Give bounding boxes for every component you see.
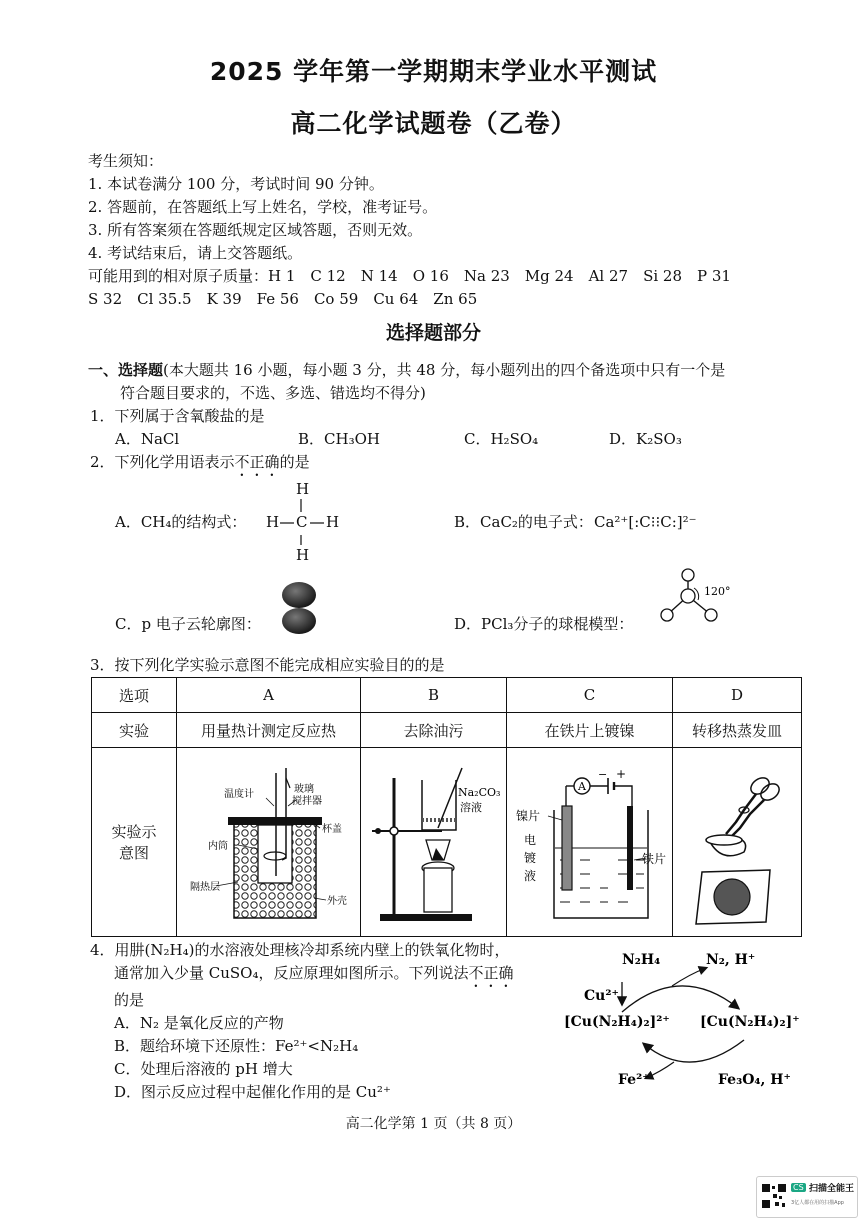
ch4-h-right: H bbox=[326, 513, 340, 531]
q3-header-a: A bbox=[177, 678, 361, 713]
label-fe2: Fe²⁺ bbox=[618, 1072, 650, 1088]
label-complex-2plus: [Cu(N₂H₄)₂]²⁺ bbox=[564, 1014, 670, 1030]
q2-option-b-label: B．CaC₂的电子式： bbox=[454, 513, 593, 531]
q2-stem-post: 的是 bbox=[279, 453, 310, 471]
label-nickel-sheet: 镍片 bbox=[515, 809, 540, 823]
q3-diagram-d bbox=[673, 748, 802, 937]
section-title: 选择题部分 bbox=[385, 322, 481, 344]
q3-header-b: B bbox=[361, 678, 507, 713]
q4-option-b: B．题给环境下还原性：Fe²⁺<N₂H₄ bbox=[114, 1037, 359, 1055]
q1-option-b: B．CH₃OH bbox=[298, 430, 380, 448]
cac2-electron-formula: Ca²⁺[:C⁝⁝C:]²⁻ bbox=[594, 513, 697, 531]
q1-option-c: C．H₂SO₄ bbox=[464, 430, 539, 448]
label-plating-1: 电 bbox=[523, 833, 536, 847]
q3-stem: 3．按下列化学实验示意图不能完成相应实验目的的是 bbox=[90, 656, 445, 674]
exam-title: 2025 学年第一学期期末学业水平测试 bbox=[209, 57, 658, 86]
label-insulation: 隔热层 bbox=[189, 882, 220, 893]
label-stirrer-1: 玻璃 bbox=[293, 784, 314, 795]
evaporating-dish-diagram bbox=[674, 748, 800, 932]
scanner-watermark bbox=[756, 1176, 858, 1218]
q3-row-label: 实验 bbox=[92, 713, 177, 748]
label-shell: 外壳 bbox=[326, 896, 347, 907]
part-label: 一、选择题 bbox=[88, 361, 164, 379]
part-desc-2: 符合题目要求的，不选、多选、错选均不得分) bbox=[120, 384, 426, 402]
notice-heading: 考生须知： bbox=[88, 152, 164, 170]
q1-option-d: D．K₂SO₃ bbox=[609, 430, 682, 448]
q3-header-d: D bbox=[673, 678, 802, 713]
qr-code-icon bbox=[761, 1183, 787, 1209]
label-n2-h: N₂, H⁺ bbox=[706, 952, 756, 968]
q3-diagram-label-2: 意图 bbox=[119, 844, 150, 862]
notice-item-1: 1. 本试卷满分 100 分，考试时间 90 分钟。 bbox=[88, 175, 384, 193]
notice-item-3: 3. 所有答案须在答题纸规定区域答题，否则无效。 bbox=[88, 221, 423, 239]
part-header bbox=[88, 359, 725, 381]
ammeter-label: A bbox=[577, 780, 586, 793]
exam-subtitle: 高二化学试题卷（乙卷） bbox=[290, 109, 577, 138]
q3-diagram-c bbox=[507, 748, 673, 937]
scanner-subtitle: 3亿人都在用的扫描App bbox=[791, 1200, 844, 1206]
q3-experiment-row bbox=[92, 713, 802, 748]
q2-stem bbox=[90, 451, 310, 480]
label-fe3o4: Fe₃O₄, H⁺ bbox=[718, 1072, 791, 1088]
q1-option-a: A．NaCl bbox=[115, 430, 180, 448]
label-plating-2: 镀 bbox=[523, 851, 536, 865]
notice-item-2: 2. 答题前，在答题纸上写上姓名，学校，准考证号。 bbox=[88, 198, 438, 216]
atomic-masses-line-1: 可能用到的相对原子质量：H 1 C 12 N 14 O 16 Na 23 Mg 24 Al 27 Si 28 P 31 bbox=[88, 267, 731, 285]
part-desc-1: (本大题共 16 小题，每小题 3 分，共 48 分，每小题列出的四个备选项中只有一个是 bbox=[163, 361, 726, 379]
label-cu2: Cu²⁺ bbox=[584, 988, 619, 1004]
q3-diagram-a bbox=[177, 748, 361, 937]
label-lid: 杯盖 bbox=[321, 824, 342, 835]
label-stirrer-2: 搅拌器 bbox=[291, 796, 322, 807]
q4-stem-3: 的是 bbox=[114, 991, 145, 1009]
q4-reaction-cycle-diagram bbox=[560, 942, 820, 1092]
q4-option-c: C．处理后溶液的 pH 增大 bbox=[114, 1060, 293, 1078]
label-iron-sheet: 铁片 bbox=[641, 852, 666, 866]
notice-item-4: 4. 考试结束后，请上交答题纸。 bbox=[88, 244, 303, 262]
q2-stem-pre: 2．下列化学用语表示 bbox=[90, 453, 235, 471]
label-plating-3: 液 bbox=[523, 869, 536, 883]
cs-logo: CS bbox=[793, 1183, 804, 1192]
q4-option-a: A．N₂ 是氧化反应的产物 bbox=[114, 1014, 284, 1032]
q4-option-d: D．图示反应过程中起催化作用的是 Cu²⁺ bbox=[114, 1083, 391, 1101]
q3-diagram-label-1: 实验示 bbox=[111, 823, 157, 841]
q3-experiment-a: 用量热计测定反应热 bbox=[177, 713, 361, 748]
nickel-plating-diagram bbox=[508, 748, 672, 932]
q3-header-c: C bbox=[507, 678, 673, 713]
ch4-h-left: H bbox=[266, 513, 280, 531]
q3-header-option: 选项 bbox=[92, 678, 177, 713]
label-complex-1plus: [Cu(N₂H₄)₂]⁺ bbox=[700, 1014, 800, 1030]
minus-sign: − bbox=[597, 768, 607, 781]
q3-experiment-b: 去除油污 bbox=[361, 713, 507, 748]
q4-stem-2-pre: 通常加入少量 CuSO₄，反应原理如图所示。下列说法 bbox=[114, 964, 469, 982]
label-n2h4: N₂H₄ bbox=[622, 952, 661, 968]
scanner-title: 扫描全能王 bbox=[809, 1184, 855, 1194]
plus-sign: + bbox=[615, 767, 626, 781]
q1-stem: 1．下列属于含氧酸盐的是 bbox=[90, 407, 265, 425]
label-na2co3: Na₂CO₃ bbox=[457, 786, 500, 799]
p-orbital-icon bbox=[276, 580, 322, 636]
label-solution: 溶液 bbox=[459, 801, 482, 814]
q3-diagram-label bbox=[92, 748, 177, 937]
q2-option-d: D．PCl₃分子的球棍模型： bbox=[454, 615, 634, 633]
q2-option-c: C．p 电子云轮廓图： bbox=[115, 615, 261, 633]
q2-option-a: A．CH₄的结构式： bbox=[115, 513, 247, 531]
degrease-setup-diagram bbox=[362, 748, 506, 932]
page-footer: 高二化学第 1 页（共 8 页） bbox=[345, 1116, 522, 1132]
calorimeter-diagram bbox=[178, 748, 360, 932]
angle-label: 120° bbox=[704, 585, 731, 598]
ch4-c: C bbox=[296, 513, 308, 531]
q3-experiment-d: 转移热蒸发皿 bbox=[673, 713, 802, 748]
q3-table bbox=[91, 677, 802, 937]
q2-stem-emphasis: 不正确 bbox=[234, 453, 280, 471]
ch4-h-top: H bbox=[296, 480, 310, 498]
q4-stem-emphasis: 不正确 bbox=[468, 964, 514, 982]
q4-stem-1: 4．用肼(N₂H₄)的水溶液处理核冷却系统内壁上的铁氧化物时， bbox=[90, 941, 510, 959]
q3-header-row bbox=[92, 678, 802, 713]
label-thermometer: 温度计 bbox=[223, 789, 254, 800]
q3-experiment-c: 在铁片上镀镍 bbox=[507, 713, 673, 748]
ch4-bonds bbox=[266, 478, 346, 568]
q4-stem-2 bbox=[114, 962, 514, 991]
q3-diagram-row bbox=[92, 748, 802, 937]
pcl3-ball-stick-icon bbox=[654, 566, 744, 632]
atomic-masses-line-2: S 32 Cl 35.5 K 39 Fe 56 Co 59 Cu 64 Zn 65 bbox=[88, 290, 478, 308]
q3-diagram-b bbox=[361, 748, 507, 937]
ch4-h-bottom: H bbox=[296, 546, 310, 564]
label-inner-cylinder: 内筒 bbox=[207, 841, 228, 852]
